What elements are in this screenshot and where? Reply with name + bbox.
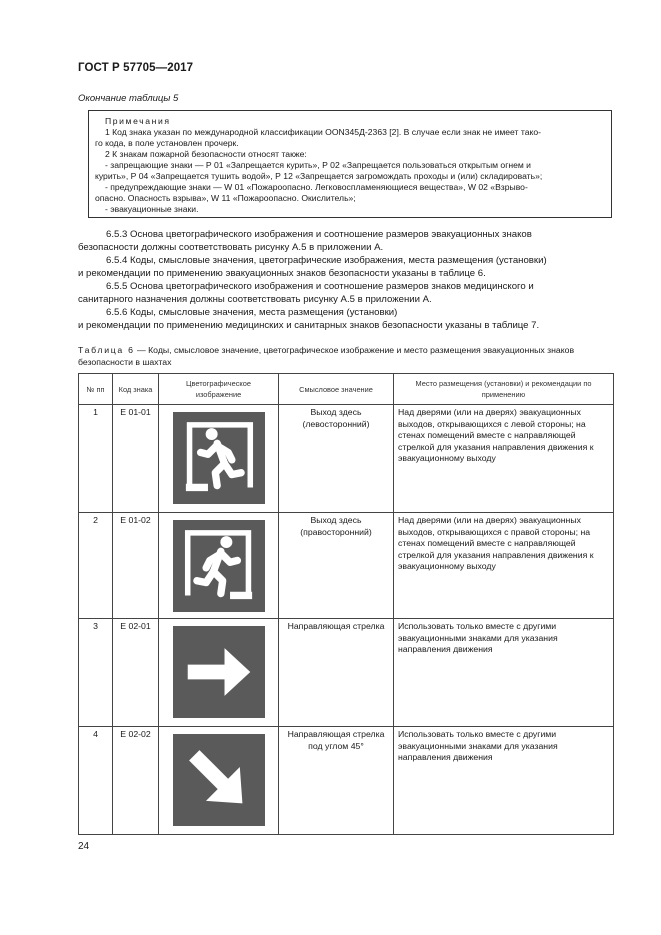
row-num: 2 xyxy=(79,513,113,619)
row-num: 1 xyxy=(79,405,113,513)
table-caption xyxy=(78,345,618,368)
row-code: Е 02-01 xyxy=(113,619,159,727)
table-row xyxy=(79,727,614,835)
row-meaning: Выход здесь (правосторонний) xyxy=(279,513,394,619)
notes-title: Примечания xyxy=(105,116,171,126)
paragraph-6-5-5: 6.5.5 Основа цветографического изображения и соотношение размеров знаков медицинского и xyxy=(106,281,534,292)
row-placement: Использовать только вместе с другими эвакуационными знаками для указания направления движения xyxy=(394,727,614,835)
row-placement: Над дверями (или на дверях) эвакуационных выходов, открывающихся с правой стороны; на стенах помещений вместе с направляющей стрелкой для указания направления движения к эвакуационному выходу xyxy=(394,513,614,619)
row-num: 4 xyxy=(79,727,113,835)
row-code: Е 01-01 xyxy=(113,405,159,513)
row-placement: Над дверями (или на дверях) эвакуационных выходов, открывающихся с левой стороны; на стенах помещений вместе с направляющей стрелкой для указания направления движения к эвакуационному выходу xyxy=(394,405,614,513)
row-num: 3 xyxy=(79,619,113,727)
note-line: - запрещающие знаки — Р 01 «Запрещается курить», Р 02 «Запрещается пользоваться открытым огнем и xyxy=(105,160,531,170)
header-num: № пп xyxy=(79,374,113,405)
paragraph-6-5-6: 6.5.6 Коды, смысловые значения, места размещения (установки) xyxy=(106,307,398,318)
paragraph-6-5-4: 6.5.4 Коды, смысловые значения, цветографические изображения, места размещения (установки) xyxy=(106,255,547,266)
header-code: Код знака xyxy=(113,374,159,405)
paragraph-line: безопасности должны соответствовать рисунку А.5 в приложении А. xyxy=(78,242,384,253)
row-meaning: Выход здесь (левосторонний) xyxy=(279,405,394,513)
row-image-cell xyxy=(159,405,279,513)
paragraph-6-5-3: 6.5.3 Основа цветографического изображения и соотношение размеров эвакуационных знаков xyxy=(106,229,532,240)
arrow-diagonal-sign-icon xyxy=(173,734,265,826)
row-placement: Использовать только вместе с другими эвакуационными знаками для указания направления движения xyxy=(394,619,614,727)
note-line: го кода, в поле установлен прочерк. xyxy=(95,138,239,148)
row-code: Е 02-02 xyxy=(113,727,159,835)
row-meaning: Направляющая стрелка под углом 45° xyxy=(279,727,394,835)
note-line: опасно. Опасность взрыва», W 11 «Пожароопасно. Окислитель»; xyxy=(95,193,356,203)
table-row xyxy=(79,513,614,619)
row-meaning: Направляющая стрелка xyxy=(279,619,394,727)
table-continuation-label: Окончание таблицы 5 xyxy=(78,93,179,104)
table-caption-text: — Коды, смысловое значение, цветографическое изображение и место размещения эвакуационных знаков безопасности в шахтах xyxy=(78,345,575,367)
evacuation-signs-table xyxy=(78,373,614,835)
row-image-cell xyxy=(159,619,279,727)
page-number: 24 xyxy=(78,841,90,852)
note-line: - эвакуационные знаки. xyxy=(105,204,199,214)
row-code: Е 01-02 xyxy=(113,513,159,619)
note-line: 1 Код знака указан по международной классификации ООN345Д-2363 [2]. В случае если знак не имеет тако- xyxy=(105,127,541,137)
exit-left-sign-icon xyxy=(173,412,265,504)
row-image-cell xyxy=(159,513,279,619)
note-line: - предупреждающие знаки — W 01 «Пожароопасно. Легковоспламеняющиеся вещества», W 02 «Взрыво- xyxy=(105,182,528,192)
header-meaning: Смысловое значение xyxy=(279,374,394,405)
table-caption-label: Таблица 6 xyxy=(78,345,135,355)
paragraph-line: и рекомендации по применению медицинских и санитарных знаков безопасности указаны в таблице 7. xyxy=(78,320,540,331)
note-line: курить», Р 04 «Запрещается тушить водой», Р 12 «Запрещается загромождать проходы и (или) складировать»; xyxy=(95,171,543,181)
paragraph-line: и рекомендации по применению эвакуационных знаков безопасности указаны в таблице 6. xyxy=(78,268,486,279)
notes-box xyxy=(88,110,612,218)
exit-right-sign-icon xyxy=(173,520,265,612)
table-row xyxy=(79,619,614,727)
table-row xyxy=(79,405,614,513)
note-line: 2 К знакам пожарной безопасности относят также: xyxy=(105,149,307,159)
paragraph-line: санитарного назначения должны соответствовать рисунку А.5 в приложении А. xyxy=(78,294,432,305)
document-header: ГОСТ Р 57705—2017 xyxy=(78,62,194,74)
header-image: Цветографическое изображение xyxy=(159,374,279,405)
arrow-right-sign-icon xyxy=(173,626,265,718)
header-placement: Место размещения (установки) и рекомендации по применению xyxy=(394,374,614,405)
table-header-row xyxy=(79,374,614,405)
row-image-cell xyxy=(159,727,279,835)
